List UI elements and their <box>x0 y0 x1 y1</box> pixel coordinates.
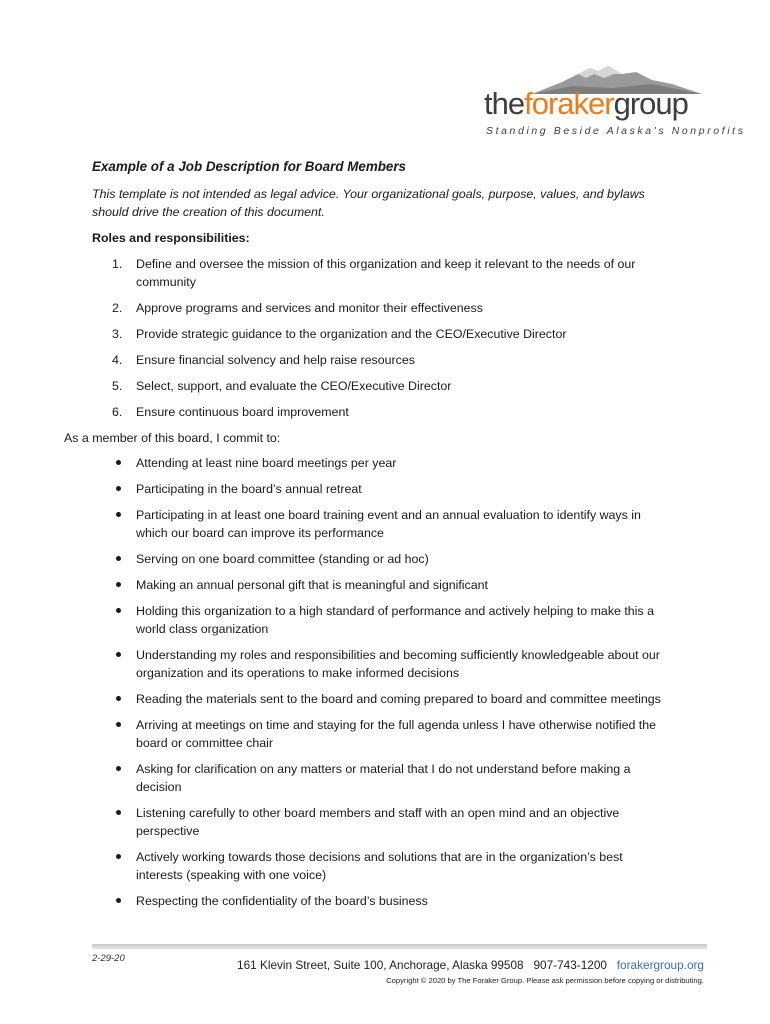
list-item: Actively working towards those decisions and solutions that are in the organization’s best interests (speaking with one voice) <box>92 848 672 884</box>
list-item: 1. Define and oversee the mission of this organization and keep it relevant to the needs of our community <box>112 257 636 289</box>
list-item: Respecting the confidentiality of the board’s business <box>92 892 672 910</box>
foraker-logo <box>484 62 746 142</box>
list-item: Making an annual personal gift that is meaningful and significant <box>92 576 672 594</box>
footer-divider <box>92 944 707 949</box>
bullet-icon <box>116 486 121 491</box>
roles-heading: Roles and responsibilities: <box>92 231 250 245</box>
list-item: Asking for clarification on any matters or material that I do not understand before making a decision <box>92 760 672 796</box>
list-item: 5. Select, support, and evaluate the CEO/Executive Director <box>112 379 452 393</box>
list-item: 4. Ensure financial solvency and help raise resources <box>112 353 415 367</box>
bullet-icon <box>116 898 121 903</box>
list-item: Attending at least nine board meetings per year <box>92 454 672 472</box>
footer-date: 2-29-20 <box>92 953 125 964</box>
bullet-icon <box>116 582 121 587</box>
list-item: Holding this organization to a high standard of performance and actively helping to make this a world class organization <box>92 602 672 638</box>
footer-copyright: Copyright © 2020 by The Foraker Group. Please ask permission before copying or distributing. <box>386 976 704 985</box>
list-item: Serving on one board committee (standing or ad hoc) <box>92 550 672 568</box>
footer-address-line <box>237 958 704 972</box>
roles-list <box>92 255 672 421</box>
list-item: Reading the materials sent to the board and coming prepared to board and committee meetings <box>92 690 672 708</box>
bullet-icon <box>116 854 121 859</box>
list-item: 3. Provide strategic guidance to the organization and the CEO/Executive Director <box>112 327 567 341</box>
document-body <box>64 158 672 918</box>
footer-address: 161 Klevin Street, Suite 100, Anchorage, Alaska 99508 <box>237 958 524 972</box>
bullet-icon <box>116 460 121 465</box>
bullet-icon <box>116 766 121 771</box>
bullet-icon <box>116 652 121 657</box>
list-item: 2. Approve programs and services and monitor their effectiveness <box>112 301 483 315</box>
bullet-icon <box>116 810 121 815</box>
list-item: Participating in at least one board training event and an annual evaluation to identify ways in which our board can improve its performance <box>92 506 672 542</box>
list-item: Arriving at meetings on time and staying for the full agenda unless I have otherwise notified the board or committee chair <box>92 716 672 752</box>
list-item: Participating in the board’s annual retreat <box>92 480 672 498</box>
list-item: 6. Ensure continuous board improvement <box>112 405 349 419</box>
logo-tagline: Standing Beside Alaska's Nonprofits <box>486 125 746 137</box>
intro-text: This template is not intended as legal advice. Your organizational goals, purpose, values, and bylaws should drive the creation of this document. <box>92 187 645 219</box>
list-item: Listening carefully to other board members and staff with an open mind and an objective perspective <box>92 804 672 840</box>
bullet-icon <box>116 608 121 613</box>
bullet-icon <box>116 696 121 701</box>
logo-wordmark: theforakergroup <box>484 86 688 121</box>
footer-phone: 907-743-1200 <box>533 958 607 972</box>
commit-lead: As a member of this board, I commit to: <box>64 431 281 445</box>
commitments-list <box>92 454 672 910</box>
list-item: Understanding my roles and responsibilities and becoming sufficiently knowledgeable about our organization and its operations to make informed decisions <box>92 646 672 682</box>
bullet-icon <box>116 722 121 727</box>
page-title: Example of a Job Description for Board Members <box>92 159 407 174</box>
bullet-icon <box>116 556 121 561</box>
bullet-icon <box>116 512 121 517</box>
footer-website-link[interactable]: forakergroup.org <box>616 958 704 972</box>
